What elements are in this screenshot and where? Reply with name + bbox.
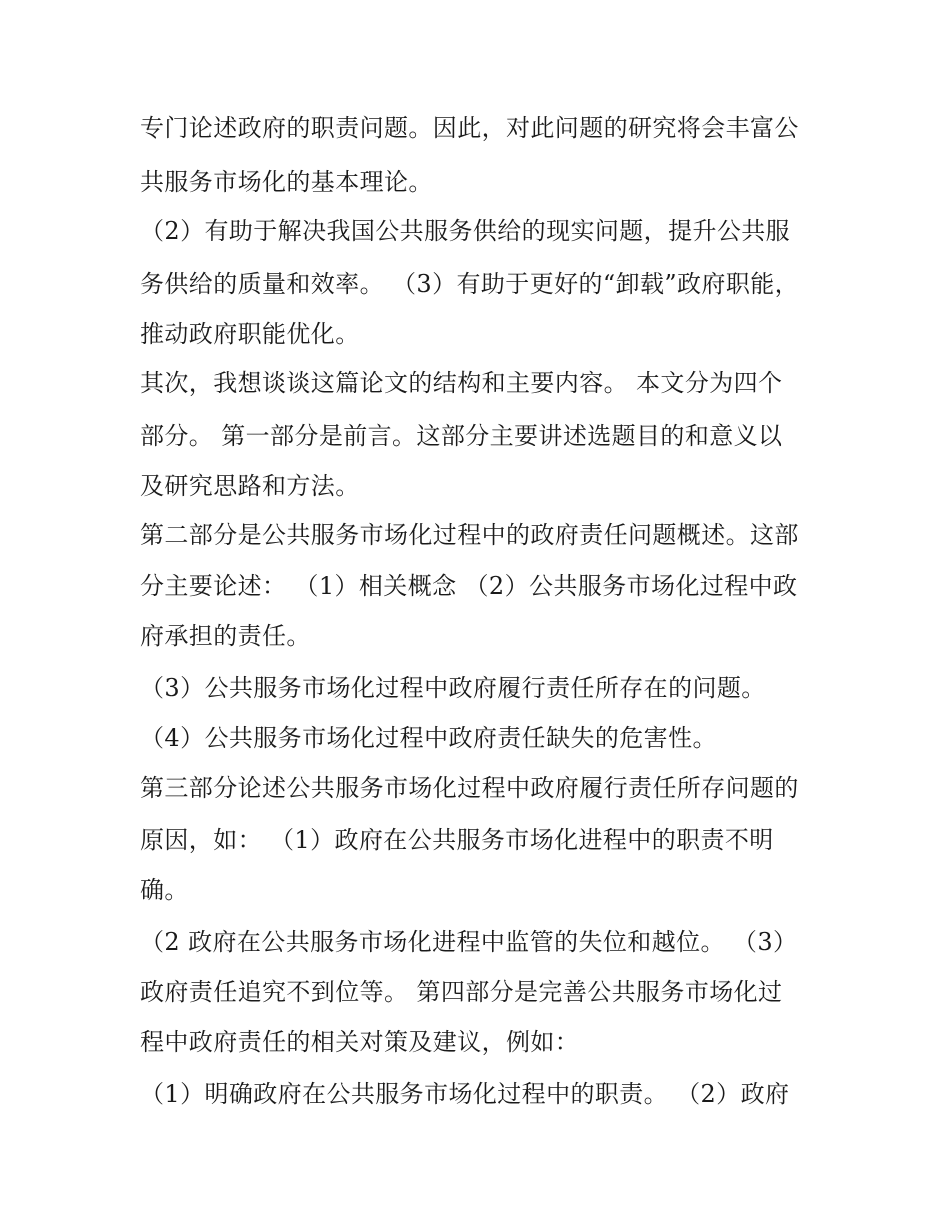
text-line: （2）有助于解决我国公共服务供给的现实问题，提升公共服 xyxy=(140,217,791,245)
text-line: 部分。 第一部分是前言。这部分主要讲述选题目的和意义以 xyxy=(140,422,783,450)
text-line: （4）公共服务市场化过程中政府责任缺失的危害性。 xyxy=(140,724,717,752)
text-line: 第三部分论述公共服务市场化过程中政府履行责任所存问题的 xyxy=(140,774,799,802)
text-line: （1）明确政府在公共服务市场化过程中的职责。 （2）政府 xyxy=(140,1080,790,1108)
text-line: 原因，如： （1）政府在公共服务市场化进程中的职责不明 xyxy=(140,826,774,854)
text-line: 程中政府责任的相关对策及建议，例如： xyxy=(140,1028,580,1056)
text-line: 府承担的责任。 xyxy=(140,622,311,650)
text-line: 共服务市场化的基本理论。 xyxy=(140,168,433,196)
text-line: 确。 xyxy=(140,876,189,904)
text-line: 第二部分是公共服务市场化过程中的政府责任问题概述。这部 xyxy=(140,521,799,549)
text-line: 推动政府职能优化。 xyxy=(140,320,360,348)
text-line: （2 政府在公共服务市场化进程中监管的失位和越位。 （3） xyxy=(140,928,798,956)
text-line: 专门论述政府的职责问题。因此，对此问题的研究将会丰富公 xyxy=(140,114,799,142)
text-line: （3）公共服务市场化过程中政府履行责任所存在的问题。 xyxy=(140,674,766,702)
text-line: 其次，我想谈谈这篇论文的结构和主要内容。 本文分为四个 xyxy=(140,369,783,397)
text-line: 务供给的质量和效率。 （3）有助于更好的“卸载”政府职能， xyxy=(140,270,800,298)
text-line: 及研究思路和方法。 xyxy=(140,472,360,500)
text-line: 分主要论述： （1）相关概念 （2）公共服务市场化过程中政 xyxy=(140,572,798,600)
text-line: 政府责任追究不到位等。 第四部分是完善公共服务市场化过 xyxy=(140,978,783,1006)
